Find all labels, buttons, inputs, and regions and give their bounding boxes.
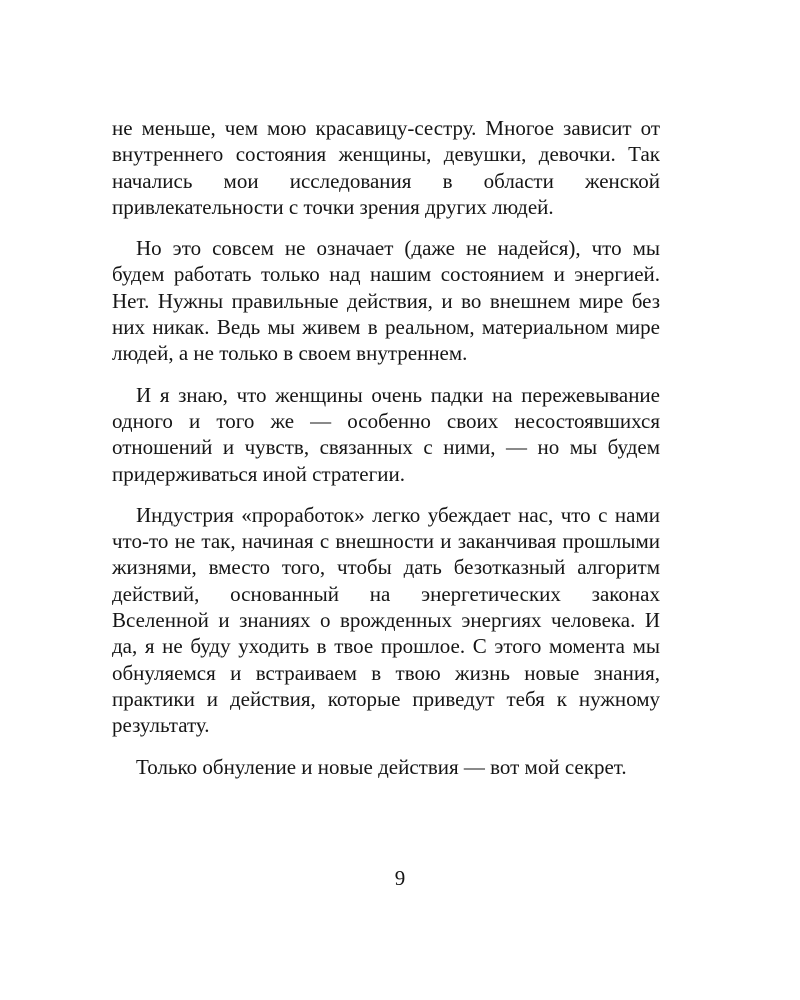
paragraph-actions-and-energy: Но это совсем не означает (даже не надейся), что мы будем работать только над нашим состоянием и энергией. Нет. Нужны правильные действия, и во внешнем мире без них никак. Ведь мы живем в реальном, материальном мире людей, а не только в своем внутреннем.: [112, 236, 660, 366]
book-page-body: [112, 115, 660, 795]
paragraph-reset-secret: Только обнуление и новые действия — вот мой секрет.: [136, 754, 627, 779]
paragraph-different-strategy: И я знаю, что женщины очень падки на пережевывание одного и того же — особенно своих несостоявшихся отношений и чувств, связанных с ними, — но мы будем придерживаться иной стратегии.: [112, 382, 660, 486]
page-number: 9: [394, 866, 406, 890]
paragraph-continuation: не меньше, чем мою красавицу-сестру. Многое зависит от внутреннего состояния женщины, девушки, девочки. Так начались мои исследования в области женской привлекательности с точки зрения других людей.: [112, 116, 660, 219]
paragraph-industry-of-workings: Индустрия «проработок» легко убеждает нас, что с нами что-то не так, начиная с внешности и заканчивая прошлыми жизнями, вместо того, чтобы дать безотказный алгоритм действий, основанный на энергетических законах Вселенной и знаниях о врожденных энергиях человека. И да, я не буду уходить в твое прошлое. С этого момента мы обнуляемся и встраиваем в твою жизнь новые знания, практики и действия, которые приведут тебя к нужному результату.: [112, 502, 660, 738]
